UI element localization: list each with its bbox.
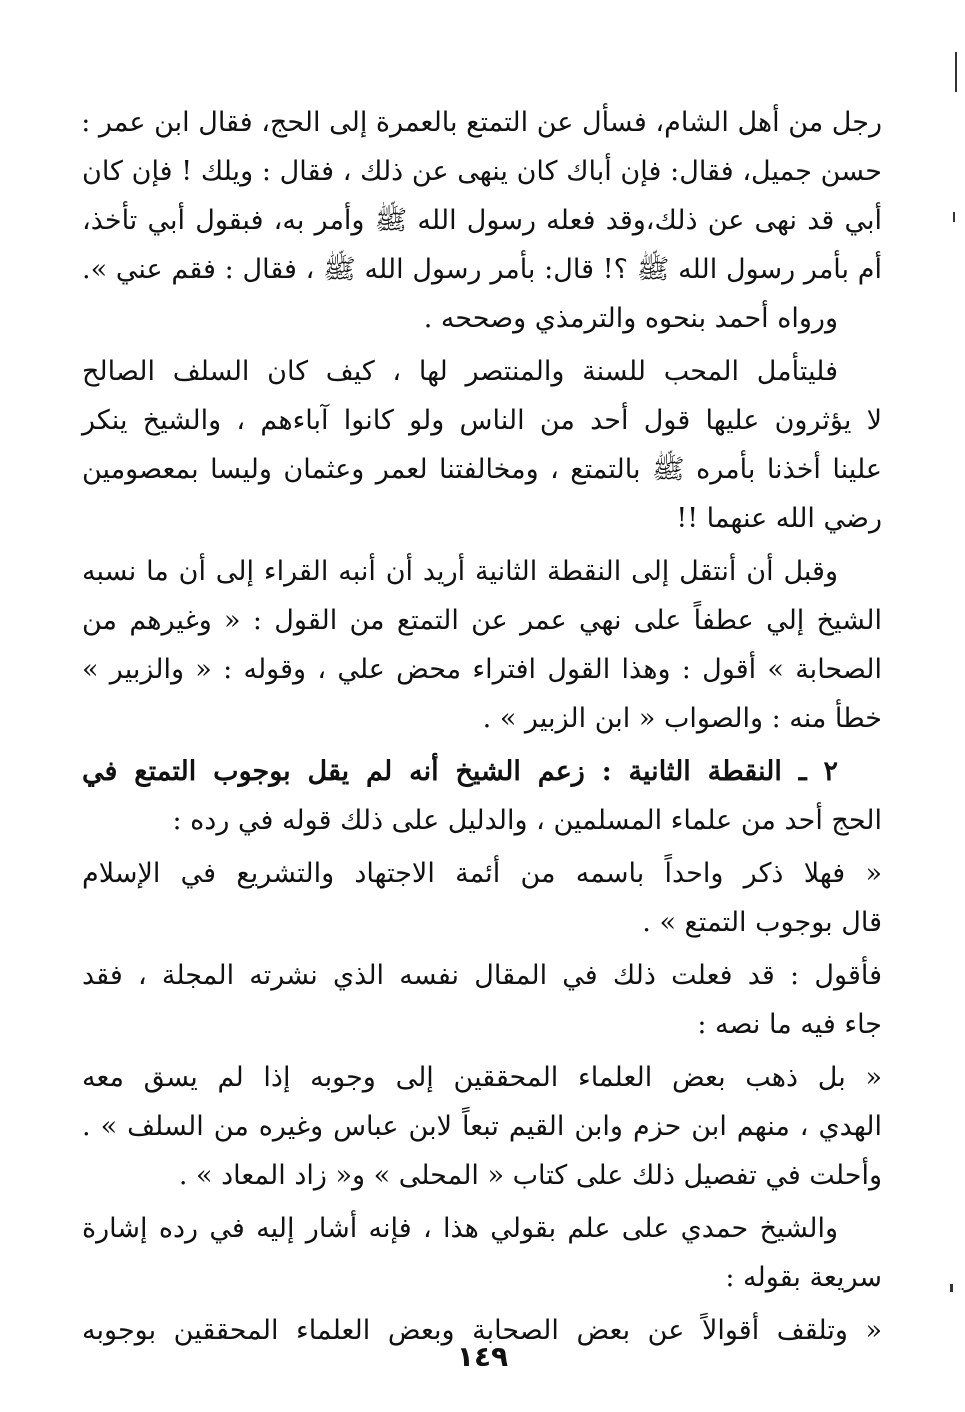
text-line: أم بأمر رسول الله ﷺ ؟! قال: بأمر رسول الله ﷺ ، فقال : فقم عني ». xyxy=(82,254,882,285)
quote-line: « وتلقف أقوالاً عن بعض الصحابة وبعض العلماء المحققين بوجوبه xyxy=(82,1315,882,1346)
scan-edge-mark xyxy=(953,212,955,222)
page-number: ١٤٩ xyxy=(456,1340,509,1373)
text-line: خطأ منه : والصواب « ابن الزبير » . xyxy=(482,703,882,734)
quote-line: قال بوجوب التمتع » . xyxy=(642,907,882,938)
paragraph-start-line: فأقول : قد فعلت ذلك في المقال نفسه الذي نشرته المجلة ، فقد xyxy=(82,960,882,991)
page-body xyxy=(82,98,882,1355)
text-line: لا يؤثرون عليها قول أحد من الناس ولو كانوا آباءهم ، والشيخ ينكر xyxy=(82,405,882,436)
text-line: وأحلت في تفصيل ذلك على كتاب « المحلى » و« زاد المعاد » . xyxy=(178,1160,882,1191)
section-heading-line: ٢ ـ النقطة الثانية : زعم الشيخ أنه لم يقل بوجوب التمتع في xyxy=(82,756,838,787)
text-line: سريعة بقوله : xyxy=(725,1262,882,1293)
text-line: أبي قد نهى عن ذلك،وقد فعله رسول الله ﷺ وأمر به، فبقول أبي تأخذ، xyxy=(82,205,882,236)
paragraph-start-line: وقبل أن أنتقل إلى النقطة الثانية أريد أن أنبه القراء إلى أن ما نسبه xyxy=(82,556,838,587)
paragraph-start-line: فليتأمل المحب للسنة والمنتصر لها ، كيف كان السلف الصالح xyxy=(82,356,838,387)
text-line: رضي الله عنهما !! xyxy=(676,503,882,534)
paragraph-start-line: والشيخ حمدي على علم بقولي هذا ، فإنه أشار إليه في رده إشارة xyxy=(82,1213,838,1244)
text-line: الشيخ إلي عطفاً على نهي عمر عن التمتع من القول : « وغيرهم من xyxy=(82,605,882,636)
text-line: جاء فيه ما نصه : xyxy=(697,1009,882,1040)
text-line: ورواه أحمد بنحوه والترمذي وصححه . xyxy=(423,303,838,334)
text-line: الحج أحد من علماء المسلمين ، والدليل على ذلك قوله في رده : xyxy=(172,805,882,836)
text-line: رجل من أهل الشام، فسأل عن التمتع بالعمرة إلى الحج، فقال ابن عمر : xyxy=(81,107,882,138)
text-line: علينا أخذنا بأمره ﷺ بالتمتع ، ومخالفتنا لعمر وعثمان وليسا بمعصومين xyxy=(82,454,882,485)
scan-edge-mark xyxy=(955,52,957,92)
quote-line: « بل ذهب بعض العلماء المحققين إلى وجوبه إذا لم يسق معه xyxy=(82,1062,882,1093)
text-line: الصحابة » أقول : وهذا القول افتراء محض علي ، وقوله : « والزبير » xyxy=(82,654,882,685)
quote-line: الهدي ، منهم ابن حزم وابن القيم تبعاً لابن عباس وغيره من السلف » . xyxy=(82,1111,882,1142)
quote-line: « فهلا ذكر واحداً باسمه من أئمة الاجتهاد والتشريع في الإسلام xyxy=(82,858,882,889)
scan-edge-mark xyxy=(950,1284,953,1292)
text-line: حسن جميل، فقال: فإن أباك كان ينهى عن ذلك ، فقال : ويلك ! فإن كان xyxy=(82,156,882,187)
